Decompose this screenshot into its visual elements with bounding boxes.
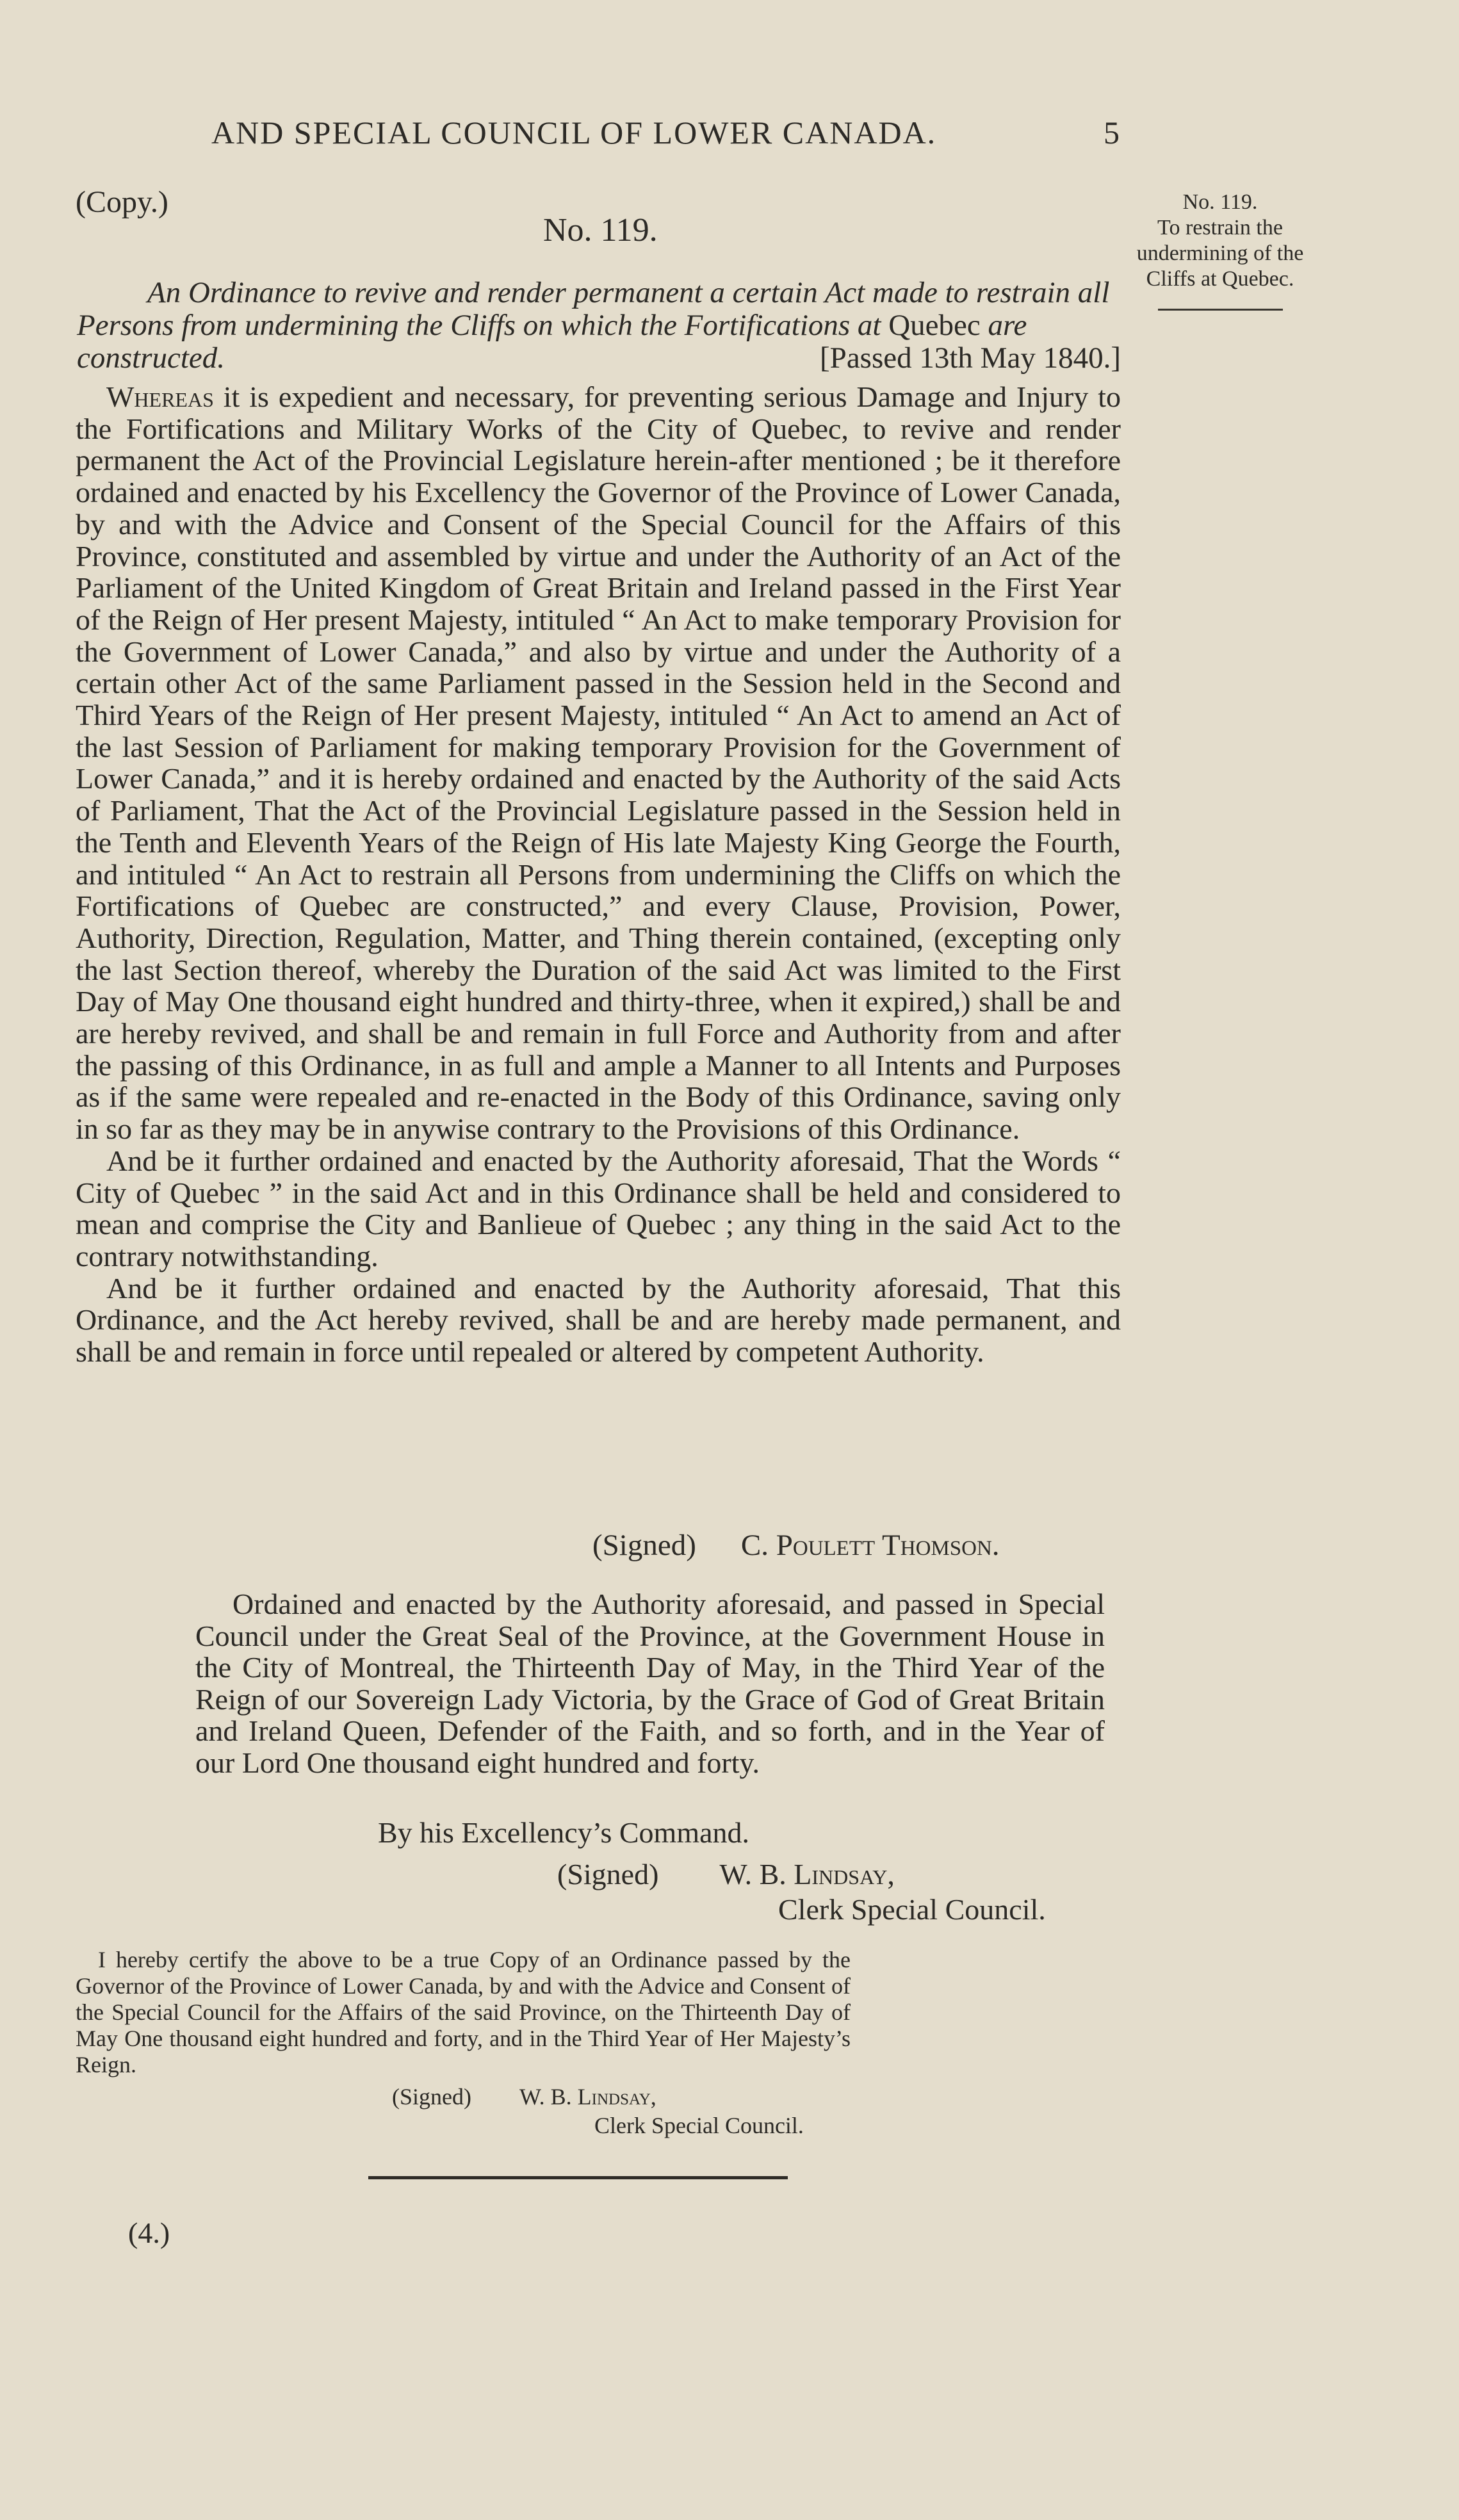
ordinance-title	[77, 277, 1121, 375]
footer-number: (4.)	[128, 2216, 170, 2249]
body-paragraph-text: it is expedient and necessary, for preventing serious Damage and Injury to the Fortifications and Military Works of the City of Quebec, to revive and render permanent the Act of the Provincial Legislature herein-after mentioned ; be it therefore ordained and enacted by his Excellency the Governor of the Province of Lower Canada, by and with the Advice and Consent of the Special Council for the Affairs of this Province, constituted and assembled by virtue and under the Authority of an Act of the Parliament of the United Kingdom of Great Britain and Ireland passed in the First Year of the Reign of Her present Majesty, intituled “ An Act to make temporary Provision for the Government of Lower Canada,” and also by virtue and under the Authority of a certain other Act of the same Parliament passed in the Session held in the Second and Third Years of the Reign of Her present Majesty, intituled “ An Act to amend an Act of the last Session of Parliament for making temporary Provision for the Government of Lower Canada,” and it is hereby ordained and enacted by the Authority of the said Acts of Parliament, That the Act of the Provincial Legislature passed in the Session held in the Tenth and Eleventh Years of the Reign of His late Majesty King George the Fourth, and intituled “ An Act to restrain all Persons from undermining the Cliffs on which the Fortifications of Quebec are constructed,” and every Clause, Provision, Power, Authority, Direction, Regulation, Matter, and Thing therein contained, (excepting only the last Section thereof, whereby the Duration of the said Act was limited to the First Day of May One thousand eight hundred and thirty-three, when it expired,) shall be and are hereby revived, and shall be and remain in full Force and Authority from and after the passing of this Ordinance, in as full and ample a Manner to all Intents and Purposes as if the same were repealed and re-enacted in the Body of this Ordinance, saving only in so far as they may be in anywise contrary to the Provisions of this Ordinance.	[76, 380, 1121, 1146]
body-paragraph: And be it further ordained and enacted by the Authority aforesaid, That the Words “ City of Quebec ” in the said Act and in this Ordinance shall be held and considered to mean and comprise the City and Banlieue of Quebec ; any thing in the said Act to the contrary notwithstanding.	[76, 1144, 1121, 1272]
title-text-end: are constructed.	[77, 309, 1027, 375]
whereas-lead: Whereas	[106, 380, 214, 413]
signatory-name: C. Poulett Thomson.	[740, 1529, 1000, 1562]
end-rule	[368, 2176, 788, 2179]
margin-note	[1114, 190, 1326, 311]
running-title: AND SPECIAL COUNCIL OF LOWER CANADA.	[211, 115, 937, 150]
enactment-clause	[195, 1588, 1105, 1778]
command-line: By his Excellency’s Command.	[378, 1816, 750, 1849]
title-place: Quebec	[888, 309, 981, 342]
margin-note-line: undermining of the	[1136, 241, 1304, 265]
copy-label: (Copy.)	[76, 185, 168, 219]
signed-label: (Signed)	[592, 1529, 696, 1562]
running-header	[211, 114, 1121, 151]
margin-note-line: Cliffs at Quebec.	[1146, 267, 1294, 291]
ordinance-number: No. 119.	[543, 212, 658, 248]
body-paragraph	[76, 381, 1121, 1145]
signatory-title: Clerk Special Council.	[778, 1893, 1046, 1926]
signature-governor	[592, 1528, 1000, 1563]
signed-label: (Signed)	[557, 1858, 659, 1890]
body-paragraph: And be it further ordained and enacted by the Authority aforesaid, That this Ordinance, and the Act hereby revived, shall be and are hereby made permanent, and shall be and remain in force until repealed or altered by competent Authority.	[76, 1271, 1121, 1369]
passed-date: [Passed 13th May 1840.]	[820, 341, 1121, 375]
enactment-paragraph: Ordained and enacted by the Authority aforesaid, and passed in Special Council under the Great Seal of the Province, at the Government House in the City of Montreal, the Thirteenth Day of May, in the Third Year of the Reign of our Sovereign Lady Victoria, by the Grace of God of Great Britain and Ireland Queen, Defender of the Faith, and so forth, and in the Year of our Lord One thousand eight hundred and forty.	[195, 1588, 1105, 1779]
title-text: An Ordinance to revive and render permanent a certain Act made to restrain all Persons from undermining the Cliffs on which the Fortifications at	[77, 276, 1110, 342]
signatory-name: W. B. Lindsay,	[519, 2084, 656, 2109]
signatory-title: Clerk Special Council.	[594, 2113, 804, 2138]
certification	[76, 1947, 851, 2078]
certification-text: I hereby certify the above to be a true Copy of an Ordinance passed by the Governor of the Province of Lower Canada, by and with the Advice and Consent of the Special Council for the Affairs of the said Province, on the Thirteenth Day of May One thousand eight hundred and forty, and in the Third Year of Her Majesty’s Reign.	[76, 1947, 851, 2077]
signature-certification	[392, 2083, 656, 2110]
page-number: 5	[1104, 115, 1121, 150]
signed-label: (Signed)	[392, 2084, 471, 2109]
margin-note-number: No. 119.	[1182, 190, 1258, 214]
ordinance-body	[76, 381, 1121, 1368]
signatory-name: W. B. Lindsay,	[719, 1858, 895, 1890]
signature-clerk	[557, 1857, 895, 1891]
margin-note-line: To restrain the	[1157, 216, 1283, 240]
margin-note-rule	[1158, 309, 1283, 311]
